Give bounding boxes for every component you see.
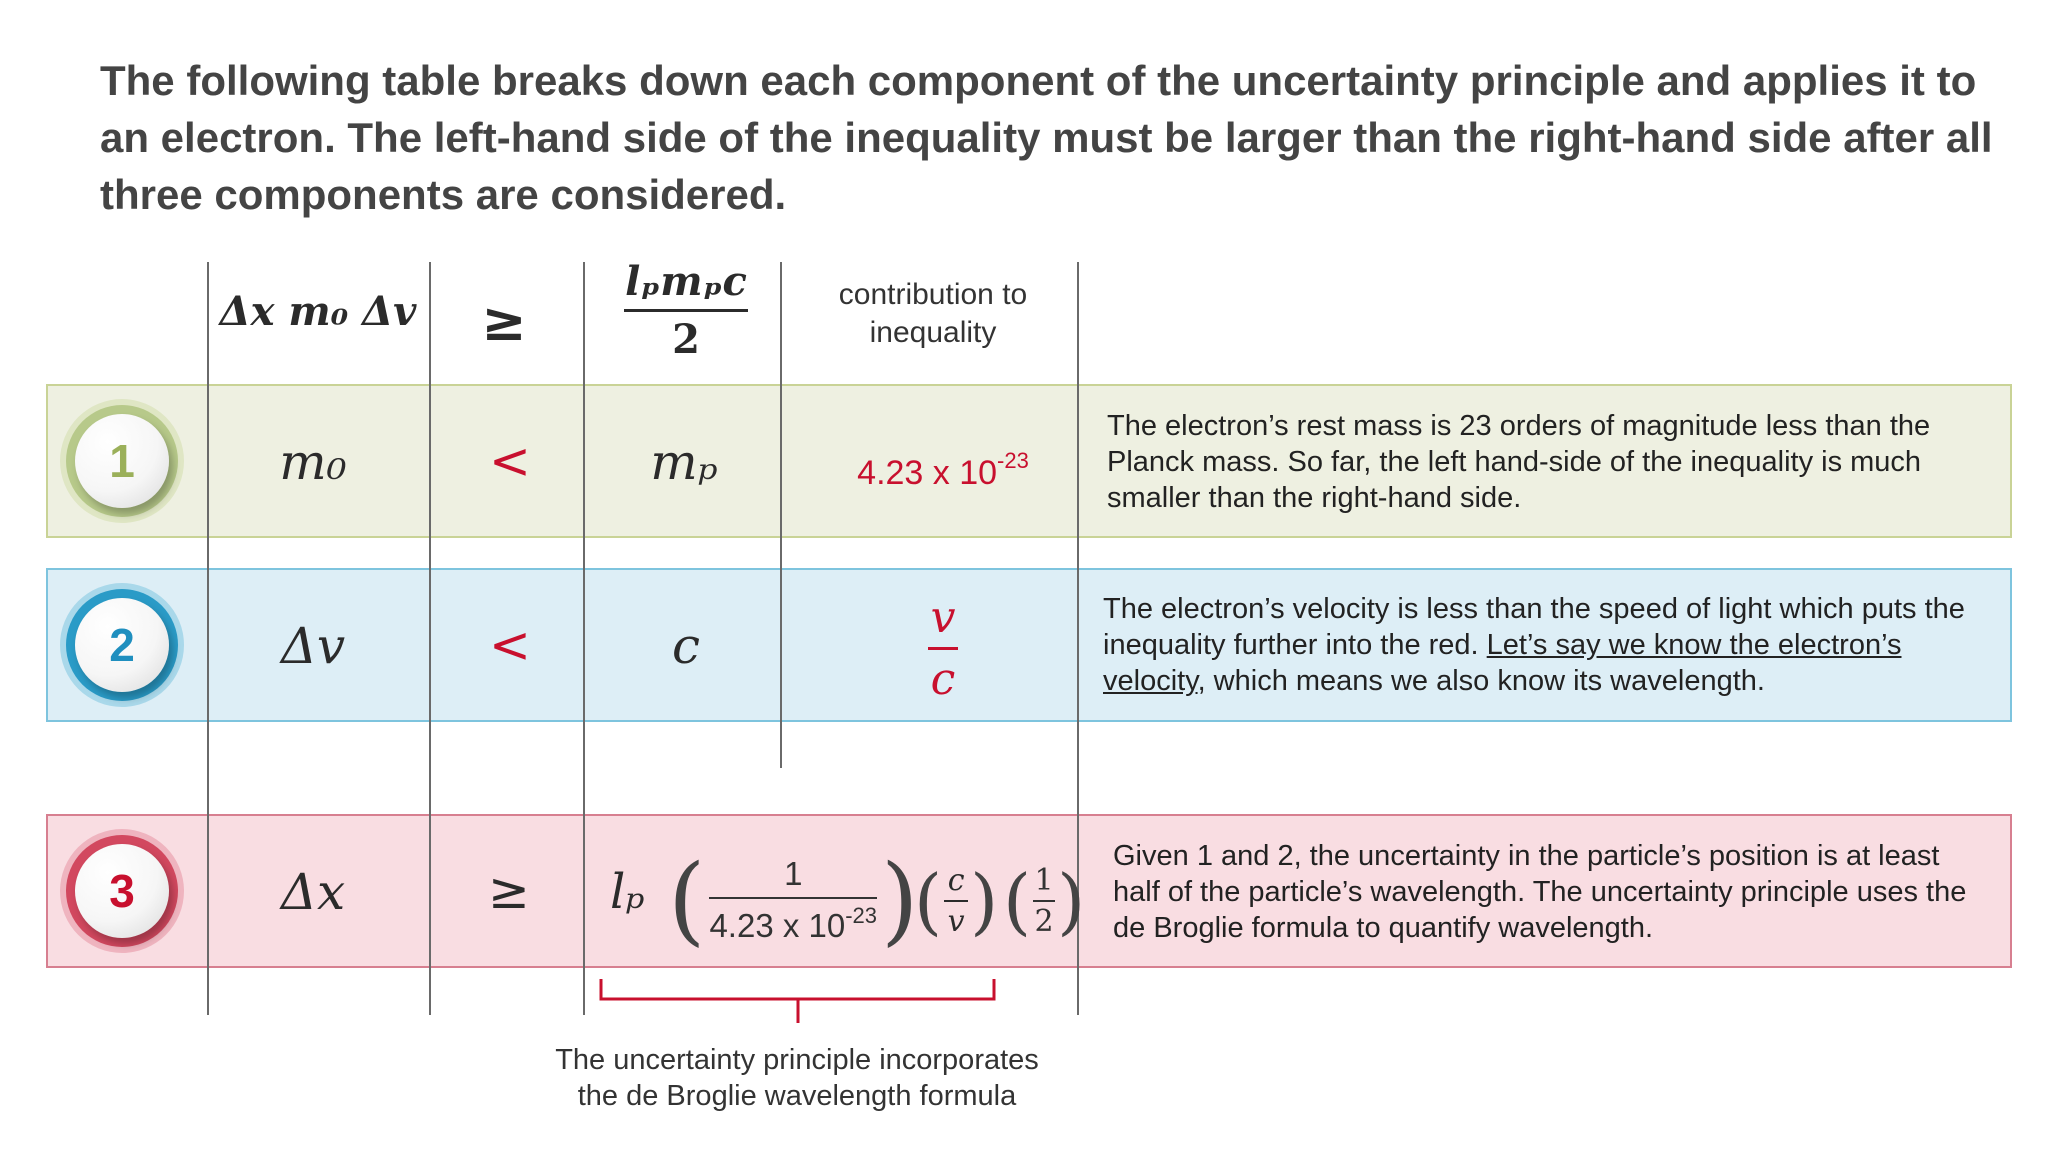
row-2-description-link[interactable]: Let’s say we know the electron’s velocity (1103, 629, 1902, 697)
row-1-badge (60, 399, 184, 523)
row-3-rhs-fraction-3: ( $\frac{1}{2}$ ) (1003, 859, 1086, 943)
header-rhs-denominator: 2 (672, 316, 700, 363)
row-1-contribution-exponent: -23 (997, 448, 1029, 473)
row-2-badge (60, 583, 184, 707)
row-3-rhs-lp: lₚ (610, 864, 645, 920)
row-2-description-text-end: , which means we also know its wavelength. (1197, 665, 1765, 697)
row-2-contribution-fraction (928, 592, 958, 705)
row-1-relation: < (489, 432, 531, 490)
column-divider-4 (780, 262, 782, 768)
row-1-number: 1 (75, 414, 169, 508)
row-3-badge (60, 829, 184, 953)
row-3-rhs-fraction-1: ( $\frac{1}{4.23 x 10^{-23}}$ ) (668, 844, 919, 956)
row-3-fraction-1-denominator (709, 903, 877, 945)
row-2-description (1103, 591, 2003, 699)
column-divider-2 (429, 262, 431, 1015)
row-1-description: The electron’s rest mass is 23 orders of magnitude less than the Planck mass. So far, the left hand-side of the inequality is much smaller than the right-hand side. (1107, 410, 1931, 514)
row-1-contribution (857, 448, 1029, 493)
header-relation: ≥ (481, 290, 527, 353)
row-2-contribution-numerator: v (930, 592, 956, 643)
header-rhs-fraction (624, 258, 748, 363)
row-3-number: 3 (75, 844, 169, 938)
row-3-rhs-fraction-2: ( $\frac{c}{v}$ ) (914, 859, 999, 943)
header-contribution: contribution to inequality (838, 278, 1028, 349)
row-3-fraction-1-denominator-exponent: -23 (845, 903, 878, 928)
row-1-lhs: m₀ (279, 433, 347, 491)
row-2-contribution-denominator: c (930, 654, 956, 705)
intro-paragraph: The following table breaks down each component of the uncertainty principle and applies it to an electron. The left-hand side of the inequality must be larger than the right-hand side after all three components are considered. (100, 57, 1993, 218)
row-3-lhs: Δx (280, 863, 346, 921)
column-divider-1 (207, 262, 209, 1015)
de-broglie-caption: The uncertainty principle incorporates the de Broglie wavelength formula (555, 1044, 1039, 1112)
row-3-fraction-1-denominator-base: 4.23 x 10 (709, 907, 846, 944)
row-3-fraction-1-numerator: 1 (784, 855, 803, 892)
row-3-fraction-2-numerator: c (947, 863, 965, 898)
row-1-rhs: mₚ (650, 433, 718, 491)
row-3-fraction-2-denominator: v (947, 904, 965, 939)
de-broglie-bracket (596, 975, 1006, 1027)
row-1-contribution-base: 4.23 x 10 (857, 454, 998, 492)
row-2-rhs: c (671, 617, 701, 675)
row-2-number: 2 (75, 598, 169, 692)
column-divider-3 (583, 262, 585, 1015)
row-2-description-text: The electron’s velocity is less than the speed of light which puts the inequality further into the red. (1103, 593, 1965, 661)
row-3-description: Given 1 and 2, the uncertainty in the particle’s position is at least half of the particle’s wavelength. The uncertainty principle uses the de Broglie formula to quantify wavelength. (1113, 840, 1967, 944)
row-3-fraction-3-numerator: 1 (1034, 863, 1054, 898)
row-3-fraction-3-denominator: 2 (1034, 904, 1054, 939)
row-2-relation: < (489, 616, 531, 674)
header-rhs-numerator: lₚmₚc (625, 258, 747, 305)
row-3-relation: ≥ (488, 862, 530, 920)
header-lhs: Δx m₀ Δv (219, 288, 417, 335)
row-2-lhs: Δv (280, 617, 346, 675)
